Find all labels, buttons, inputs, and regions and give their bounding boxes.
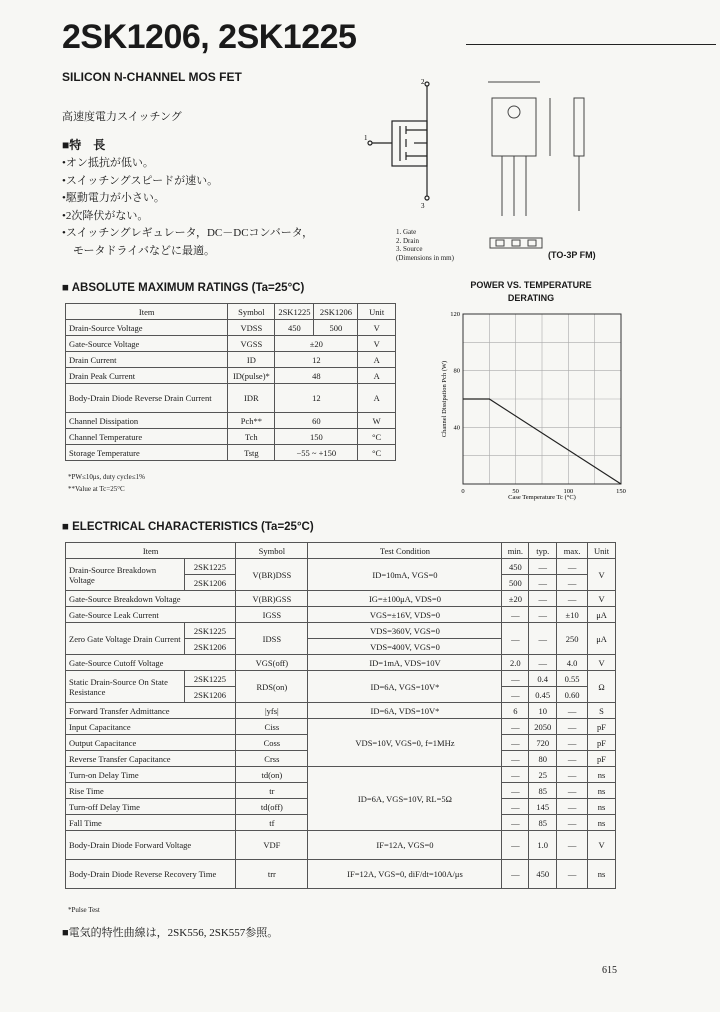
header-cell: Symbol <box>228 304 275 320</box>
unit-cell: V <box>358 336 396 352</box>
typ-cell: — <box>529 655 557 671</box>
unit-cell: μA <box>588 623 616 655</box>
application-text: 高速度電力スイッチング <box>62 111 182 123</box>
max-cell: — <box>557 591 588 607</box>
table-row <box>66 767 616 783</box>
y-tick-label: 40 <box>453 424 460 432</box>
min-cell: — <box>502 607 529 623</box>
unit-cell: ns <box>588 799 616 815</box>
max-cell: — <box>557 575 588 591</box>
symbol-cell: trr <box>236 860 308 889</box>
table-header-row <box>66 543 616 559</box>
item-cell: Drain-Source Breakdown Voltage <box>66 559 185 591</box>
typ-cell: 85 <box>529 783 557 799</box>
cond-cell: VDS=360V, VGS=0 <box>308 623 502 639</box>
sub-cell: 2SK1225 <box>184 559 236 575</box>
header-cell: Unit <box>588 543 616 559</box>
y-tick-label: 120 <box>450 311 460 318</box>
max-cell: — <box>557 751 588 767</box>
feature-item: •駆動電力が小さい。 <box>62 192 165 204</box>
header-cell: max. <box>557 543 588 559</box>
max-cell: 250 <box>557 623 588 655</box>
unit-cell: μA <box>588 607 616 623</box>
symbol-cell: VGSS <box>228 336 275 352</box>
min-cell: 450 <box>502 559 529 575</box>
max-cell: — <box>557 767 588 783</box>
table-row <box>66 413 396 429</box>
min-cell: — <box>502 751 529 767</box>
symbol-cell: V(BR)DSS <box>236 559 308 591</box>
unit-cell: S <box>588 703 616 719</box>
item-cell: Forward Transfer Admittance <box>66 703 236 719</box>
header-cell: Test Condition <box>308 543 502 559</box>
chart-y-label: Channel Dissipation Pch (W) <box>441 360 448 438</box>
table-header-row <box>66 304 396 320</box>
cond-cell: IF=12A, VGS=0, diF/dt=100A/μs <box>308 860 502 889</box>
item-cell: Input Capacitance <box>66 719 236 735</box>
pin-legend <box>396 228 454 262</box>
max-cell: 4.0 <box>557 655 588 671</box>
subtitle: SILICON N-CHANNEL MOS FET <box>62 70 242 84</box>
unit-cell: ns <box>588 815 616 831</box>
typ-cell: — <box>529 559 557 575</box>
typ-cell: 720 <box>529 735 557 751</box>
unit-cell: A <box>358 384 396 413</box>
item-cell: Drain Peak Current <box>66 368 228 384</box>
unit-cell: V <box>358 320 396 336</box>
typ-cell: 2050 <box>529 719 557 735</box>
table-row <box>66 623 616 639</box>
typ-cell: 80 <box>529 751 557 767</box>
unit-cell: °C <box>358 429 396 445</box>
table-row <box>66 336 396 352</box>
header-cell: Symbol <box>236 543 308 559</box>
table-row <box>66 445 396 461</box>
feature-item: モータドライバなどに最適。 <box>62 244 216 257</box>
abs-max-note: **Value at Tc=25°C <box>68 485 125 493</box>
x-tick-label: 0 <box>461 488 465 495</box>
chart-title: POWER VS. TEMPERATURE DERATING <box>470 280 592 303</box>
min-cell: 6 <box>502 703 529 719</box>
min-cell: 2.0 <box>502 655 529 671</box>
pin-legend-item: 3. Source <box>396 245 423 253</box>
typ-cell: 1.0 <box>529 831 557 860</box>
min-cell: ±20 <box>502 591 529 607</box>
unit-cell: pF <box>588 719 616 735</box>
item-cell: Turn-off Delay Time <box>66 799 236 815</box>
symbol-cell: Tstg <box>228 445 275 461</box>
symbol-cell: ID <box>228 352 275 368</box>
item-cell: Turn-on Delay Time <box>66 767 236 783</box>
typ-cell: — <box>529 591 557 607</box>
unit-cell: W <box>358 413 396 429</box>
abs-max-note: *PW≤10μs, duty cycle≤1% <box>68 473 145 481</box>
symbol-cell: Crss <box>236 751 308 767</box>
symbol-cell: Ciss <box>236 719 308 735</box>
abs-max-heading: ■ ABSOLUTE MAXIMUM RATINGS (Ta=25°C) <box>62 282 305 294</box>
value-cell: 12 <box>275 384 358 413</box>
min-cell: — <box>502 799 529 815</box>
item-cell: Drain Current <box>66 352 228 368</box>
max-cell: ±10 <box>557 607 588 623</box>
sub-cell: 2SK1206 <box>184 639 236 655</box>
typ-cell: 450 <box>529 860 557 889</box>
symbol-cell: td(on) <box>236 767 308 783</box>
cond-cell: ID=6A, VGS=10V, RL=5Ω <box>308 767 502 831</box>
feature-item: •2次降伏がない。 <box>62 209 149 222</box>
item-cell: Storage Temperature <box>66 445 228 461</box>
min-cell: — <box>502 831 529 860</box>
symbol-cell: tr <box>236 783 308 799</box>
typ-cell: — <box>529 575 557 591</box>
cond-cell: IF=12A, VGS=0 <box>308 831 502 860</box>
min-cell: — <box>502 860 529 889</box>
item-cell: Rise Time <box>66 783 236 799</box>
typ-cell: — <box>529 607 557 623</box>
item-cell: Gate-Source Voltage <box>66 336 228 352</box>
pin-legend-item: 1. Gate <box>396 228 417 236</box>
pin-legend-item: 2. Drain <box>396 236 419 245</box>
reference-note: ■電気的特性曲線は，2SK556, 2SK557参照。 <box>62 927 279 939</box>
header-cell: Unit <box>358 304 396 320</box>
sub-cell: 2SK1206 <box>184 687 236 703</box>
symbol-cell: V(BR)GSS <box>236 591 308 607</box>
typ-cell: — <box>529 623 557 655</box>
page-number: 615 <box>602 965 617 976</box>
typ-cell: 0.4 <box>529 671 557 687</box>
pin-number: 3 <box>421 202 425 210</box>
table-row <box>66 860 616 889</box>
header-cell: Item <box>66 304 228 320</box>
unit-cell: V <box>588 559 616 591</box>
package-bottom-view <box>488 228 548 256</box>
unit-cell: A <box>358 368 396 384</box>
typ-cell: 145 <box>529 799 557 815</box>
min-cell: — <box>502 719 529 735</box>
unit-cell: Ω <box>588 671 616 703</box>
chart-x-label: Case Temperature Tc (°C) <box>508 494 576 501</box>
item-cell: Reverse Transfer Capacitance <box>66 751 236 767</box>
max-cell: — <box>557 799 588 815</box>
derating-chart <box>436 306 632 506</box>
table-row <box>66 671 616 687</box>
table-row <box>66 559 616 575</box>
unit-cell: ns <box>588 783 616 799</box>
unit-cell: °C <box>358 445 396 461</box>
table-row <box>66 320 396 336</box>
min-cell: 500 <box>502 575 529 591</box>
item-cell: Body-Drain Diode Forward Voltage <box>66 831 236 860</box>
features-list <box>62 155 313 260</box>
table-row <box>66 655 616 671</box>
typ-cell: 85 <box>529 815 557 831</box>
unit-cell: ns <box>588 860 616 889</box>
sub-cell: 2SK1225 <box>184 623 236 639</box>
item-cell: Static Drain-Source On State Resistance <box>66 671 185 703</box>
pulse-test-note: *Pulse Test <box>68 906 100 914</box>
cond-cell: VGS=±16V, VDS=0 <box>308 607 502 623</box>
symbol-cell: tf <box>236 815 308 831</box>
title-rule <box>466 44 716 45</box>
max-cell: — <box>557 559 588 575</box>
typ-cell: 25 <box>529 767 557 783</box>
abs-max-table <box>65 303 396 461</box>
page-title: 2SK1206, 2SK1225 <box>62 18 357 56</box>
item-cell: Gate-Source Breakdown Voltage <box>66 591 236 607</box>
header-cell: min. <box>502 543 529 559</box>
item-cell: Channel Temperature <box>66 429 228 445</box>
feature-item: •スイッチングレギュレータ，DC－DCコンバータ， <box>62 227 314 239</box>
sub-cell: 2SK1225 <box>184 671 236 687</box>
symbol-cell: td(off) <box>236 799 308 815</box>
symbol-cell: RDS(on) <box>236 671 308 703</box>
min-cell: — <box>502 623 529 655</box>
typ-cell: 10 <box>529 703 557 719</box>
unit-cell: V <box>588 655 616 671</box>
symbol-cell: IDR <box>228 384 275 413</box>
unit-cell: pF <box>588 735 616 751</box>
min-cell: — <box>502 767 529 783</box>
item-cell: Drain-Source Voltage <box>66 320 228 336</box>
symbol-cell: IGSS <box>236 607 308 623</box>
symbol-cell: IDSS <box>236 623 308 655</box>
symbol-cell: VDSS <box>228 320 275 336</box>
min-cell: — <box>502 735 529 751</box>
value-cell: 450 <box>275 320 314 336</box>
header-cell: Item <box>66 543 236 559</box>
item-cell: Output Capacitance <box>66 735 236 751</box>
cond-cell: ID=1mA, VDS=10V <box>308 655 502 671</box>
symbol-cell: ID(pulse)* <box>228 368 275 384</box>
max-cell: — <box>557 703 588 719</box>
max-cell: — <box>557 831 588 860</box>
y-tick-label: 80 <box>453 367 460 375</box>
elec-table <box>65 542 616 889</box>
value-cell: 12 <box>275 352 358 368</box>
cond-cell: VDS=400V, VGS=0 <box>308 639 502 655</box>
table-row <box>66 429 396 445</box>
table-row <box>66 719 616 735</box>
pin-number: 2 <box>421 78 425 86</box>
value-cell: ±20 <box>275 336 358 352</box>
value-cell: 150 <box>275 429 358 445</box>
feature-item: •オン抵抗が低い。 <box>62 157 154 169</box>
min-cell: — <box>502 687 529 703</box>
package-drawing <box>478 76 608 236</box>
symbol-cell: VDF <box>236 831 308 860</box>
sub-cell: 2SK1206 <box>184 575 236 591</box>
table-row <box>66 591 616 607</box>
min-cell: — <box>502 815 529 831</box>
x-tick-label: 50 <box>512 488 519 495</box>
value-cell: 60 <box>275 413 358 429</box>
max-cell: — <box>557 735 588 751</box>
item-cell: Zero Gate Voltage Drain Current <box>66 623 185 655</box>
max-cell: — <box>557 783 588 799</box>
item-cell: Body-Drain Diode Reverse Drain Current <box>66 384 228 413</box>
header-cell: 2SK1206 <box>314 304 358 320</box>
mosfet-symbol <box>362 76 462 211</box>
header-cell: 2SK1225 <box>275 304 314 320</box>
min-cell: — <box>502 783 529 799</box>
unit-cell: A <box>358 352 396 368</box>
table-row <box>66 831 616 860</box>
max-cell: 0.60 <box>557 687 588 703</box>
max-cell: 0.55 <box>557 671 588 687</box>
item-cell: Gate-Source Leak Current <box>66 607 236 623</box>
min-cell: — <box>502 671 529 687</box>
symbol-cell: |yfs| <box>236 703 308 719</box>
value-cell: 48 <box>275 368 358 384</box>
max-cell: — <box>557 815 588 831</box>
table-row <box>66 368 396 384</box>
unit-cell: ns <box>588 767 616 783</box>
feature-item: •スイッチングスピードが速い。 <box>62 174 219 187</box>
table-row <box>66 703 616 719</box>
pin-legend-item: (Dimensions in mm) <box>396 253 454 262</box>
x-tick-label: 150 <box>616 488 626 495</box>
unit-cell: pF <box>588 751 616 767</box>
table-row <box>66 607 616 623</box>
elec-heading: ■ ELECTRICAL CHARACTERISTICS (Ta=25°C) <box>62 521 314 533</box>
cond-cell: ID=6A, VDS=10V* <box>308 703 502 719</box>
unit-cell: V <box>588 591 616 607</box>
symbol-cell: Coss <box>236 735 308 751</box>
unit-cell: V <box>588 831 616 860</box>
pin-number: 1 <box>364 134 368 142</box>
item-cell: Channel Dissipation <box>66 413 228 429</box>
max-cell: — <box>557 860 588 889</box>
typ-cell: 0.45 <box>529 687 557 703</box>
header-cell: typ. <box>529 543 557 559</box>
item-cell: Gate-Source Cutoff Voltage <box>66 655 236 671</box>
cond-cell: ID=6A, VGS=10V* <box>308 671 502 703</box>
cond-cell: VDS=10V, VGS=0, f=1MHz <box>308 719 502 767</box>
table-row <box>66 352 396 368</box>
cond-cell: IG=±100μA, VDS=0 <box>308 591 502 607</box>
value-cell: 500 <box>314 320 358 336</box>
package-label: (TO-3P FM) <box>548 250 596 260</box>
features-heading: ■特 長 <box>62 138 106 152</box>
item-cell: Fall Time <box>66 815 236 831</box>
symbol-cell: Tch <box>228 429 275 445</box>
symbol-cell: VGS(off) <box>236 655 308 671</box>
item-cell: Body-Drain Diode Reverse Recovery Time <box>66 860 236 889</box>
x-tick-label: 100 <box>563 488 574 495</box>
value-cell: −55 ~ +150 <box>275 445 358 461</box>
max-cell: — <box>557 719 588 735</box>
symbol-cell: Pch** <box>228 413 275 429</box>
table-row <box>66 384 396 413</box>
cond-cell: ID=10mA, VGS=0 <box>308 559 502 591</box>
